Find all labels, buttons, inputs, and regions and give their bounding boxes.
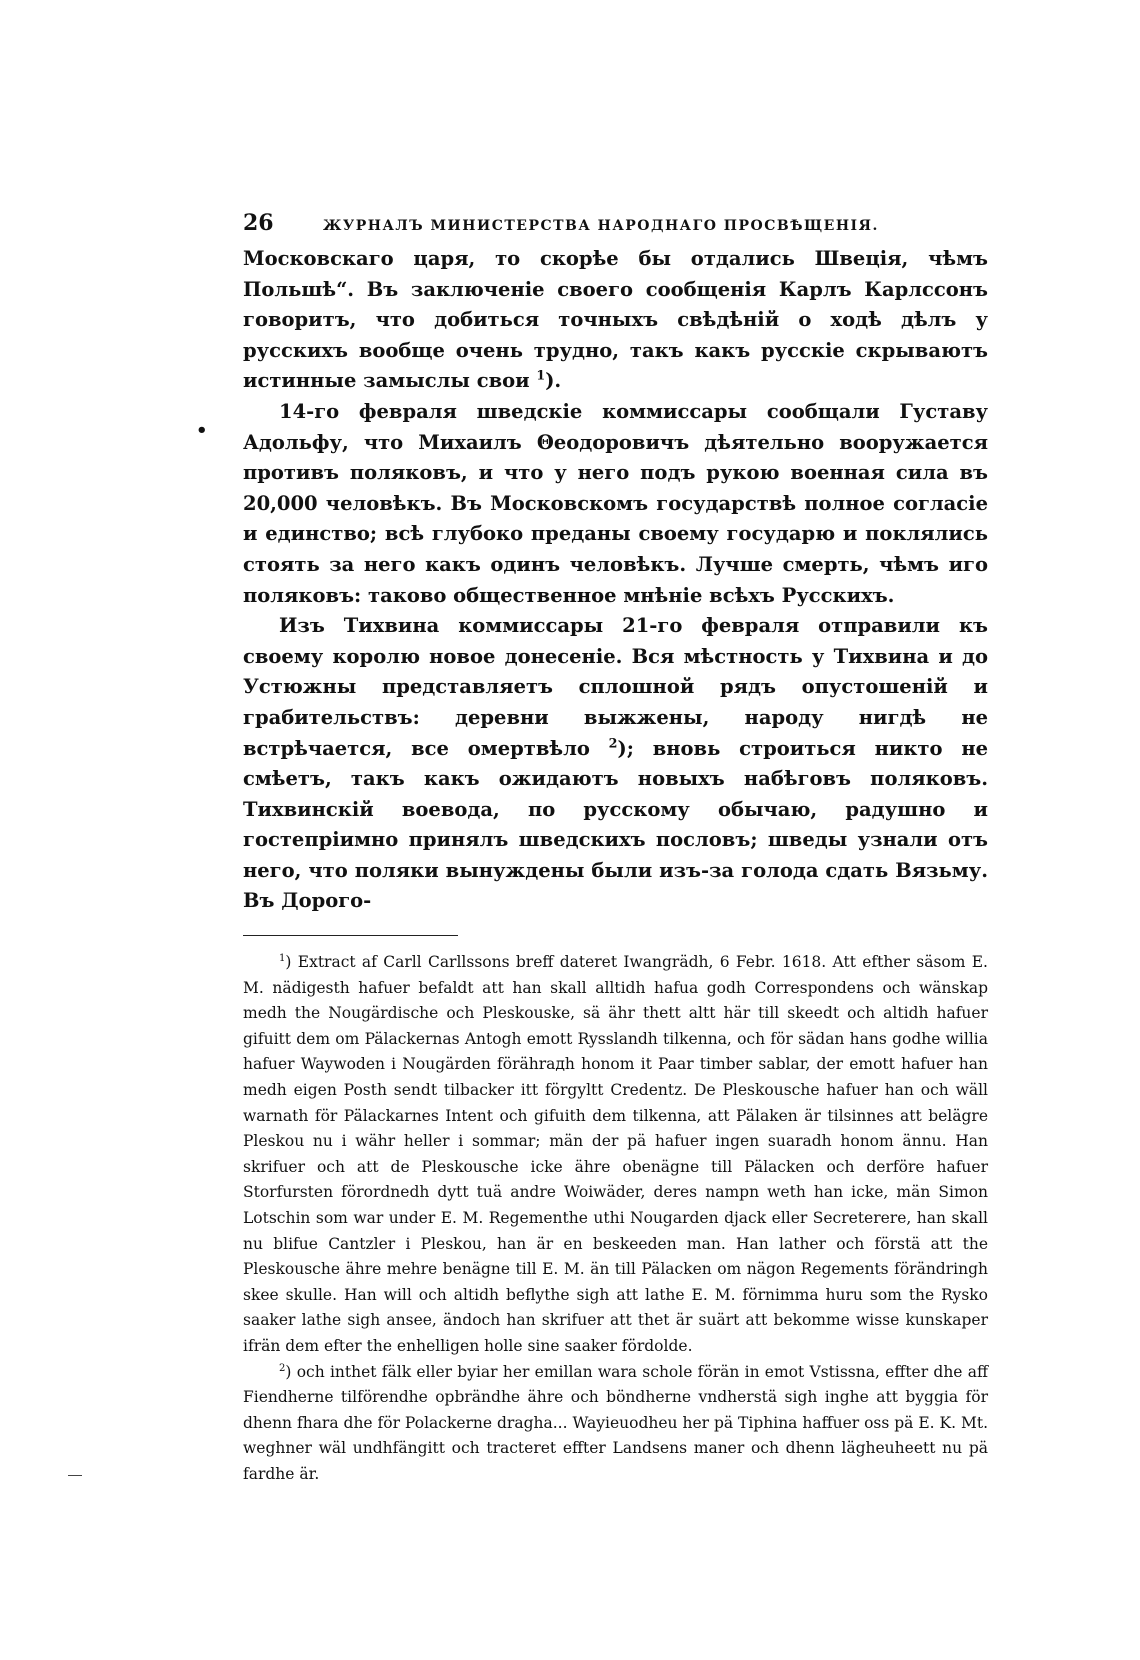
footnote-1: [243, 950, 988, 1360]
paragraph-3: [243, 611, 988, 917]
page-number: 26: [243, 210, 274, 236]
running-head: ЖУРНАЛЪ МИНИСТЕРСТВА НАРОДНАГО ПРОСВѢЩЕНІЯ.: [323, 218, 879, 234]
margin-dot-mark: •: [196, 420, 208, 441]
footnote-1-text: ) Extract af Carll Carllssons breff dateret Iwangrädh, 6 Febr. 1618. Att efther säsom E. M. nädigesth hafuer befaldt att han skall alltidh hafua godh Correspondens och wänskap medh the Nougärdische och Pleskouske, sä ähr thett altt här till skeedt och altidh hafuer gifuitt dem om Pälackernas Antogh emott Rysslandh tilkenna, och för sädan hans godhe willia hafuer Waywoden i Nougärden förährадh honom it Paar timber sablar, der emott hafuer han medh eigen Posth sendt tilbacker itt förgyltt Credentz. De Pleskousche hafuer han och wäll warnath för Pälackarnes Intent och gifuith dem tilkenna, att Pälaken är tilsinnes att belägre Pleskou nu i währ heller i sommar; män der pä hafuer ingen suaradh honom ännu. Han skrifuer och att de Pleskousche icke ähre obenägne till Pälacken och derföre hafuer Storfursten förordnedh dytt tuä andre Woiwäder, deres nampn weth han icke, män Simon Lotschin som war under E. M. Regementhe uthi Nougarden djack eller Secreterere, han skall nu blifue Cantzler i Pleskou, han är en beskeeden man. Han lather och förstä att the Pleskousche ähre mehre benägne till E. M. än till Pälacken om nägon Regements förändringh skee skulle. Han will och altidh beflythe sigh att lathe E. M. förnimma huru som the Rysko saaker lathe sigh ansee, ändoch han skrifuer att thet är suärt att bekomme wisse kunskaper ifrän dem efter the enhelligen holle sine saaker fördolde.: [243, 953, 988, 1355]
footnote-1-marker: 1: [279, 952, 286, 964]
book-page: [243, 210, 988, 1488]
footnote-2-text: ) och inthet fälk eller byiar her emillan wara schole förän in emot Vstissna, effter dhe aff Fiendherne tilförendhe opbrändhe ähre och böndherne vndherstä sigh inghe att byggia för dhenn fhara dhe för Polackerne dragha... Wayieuodheu her pä Tiphina haffuer oss pä E. K. Mt. weghner wäl undhfängitt och tracteret effter Landsens maner och dhenn lägheuheett nu pä fardhe är.: [243, 1362, 988, 1483]
paragraph-3-text-a: Изъ Тихвина коммиссары 21-го февраля отправили къ своему королю новое донесеніе. Вся мѣстность у Тихвина и до Устюжны представляетъ сплошной рядъ опустошеній и грабительствъ: деревни выжжены, народу нигдѣ не встрѣчается, все омертвѣло: [243, 614, 988, 760]
body-text: [243, 244, 988, 917]
footnote-divider: [243, 935, 458, 936]
paragraph-1: [243, 244, 988, 397]
footnote-ref-1: 1: [536, 367, 546, 383]
footnotes: [243, 950, 988, 1487]
page-header: [243, 210, 988, 244]
paragraph-1-end: ).: [545, 369, 562, 393]
footnote-2: [243, 1360, 988, 1488]
paragraph-2: 14-го февраля шведскіе коммиссары сообщали Густаву Адольфу, что Михаилъ Θеодоровичъ дѣятельно вооружается противъ поляковъ, и что у него подъ рукою военная сила въ 20,000 человѣкъ. Въ Московскомъ государствѣ полное согласіе и единство; всѣ глубоко преданы своему государю и поклялись стоять за него какъ одинъ человѣкъ. Лучше смерть, чѣмъ иго поляковъ: таково общественное мнѣніе всѣхъ Русскихъ.: [243, 399, 988, 607]
footnote-2-marker: 2: [279, 1362, 286, 1374]
footnote-ref-2: 2: [608, 735, 618, 750]
margin-dash-mark: [68, 1475, 82, 1476]
paragraph-1-text: Московскаго царя, то скорѣе бы отдались Швеція, чѣмъ Польшѣ“. Въ заключеніе своего сообщенія Карлъ Карлссонъ говоритъ, что добиться точныхъ свѣдѣній о ходѣ дѣлъ у русскихъ вообще очень трудно, такъ какъ русскіе скрываютъ истинные замыслы свои: [243, 247, 988, 393]
paragraph-3-text-b: ); вновь строиться никто не смѣетъ, такъ какъ ожидаютъ новыхъ набѣговъ поляковъ. Тихвинскій воевода, по русскому обычаю, радушно и гостепріимно принялъ шведскихъ пословъ; шведы узнали отъ него, что поляки вынуждены были изъ-за голода сдать Вязьму. Въ Дорого-: [243, 736, 989, 913]
